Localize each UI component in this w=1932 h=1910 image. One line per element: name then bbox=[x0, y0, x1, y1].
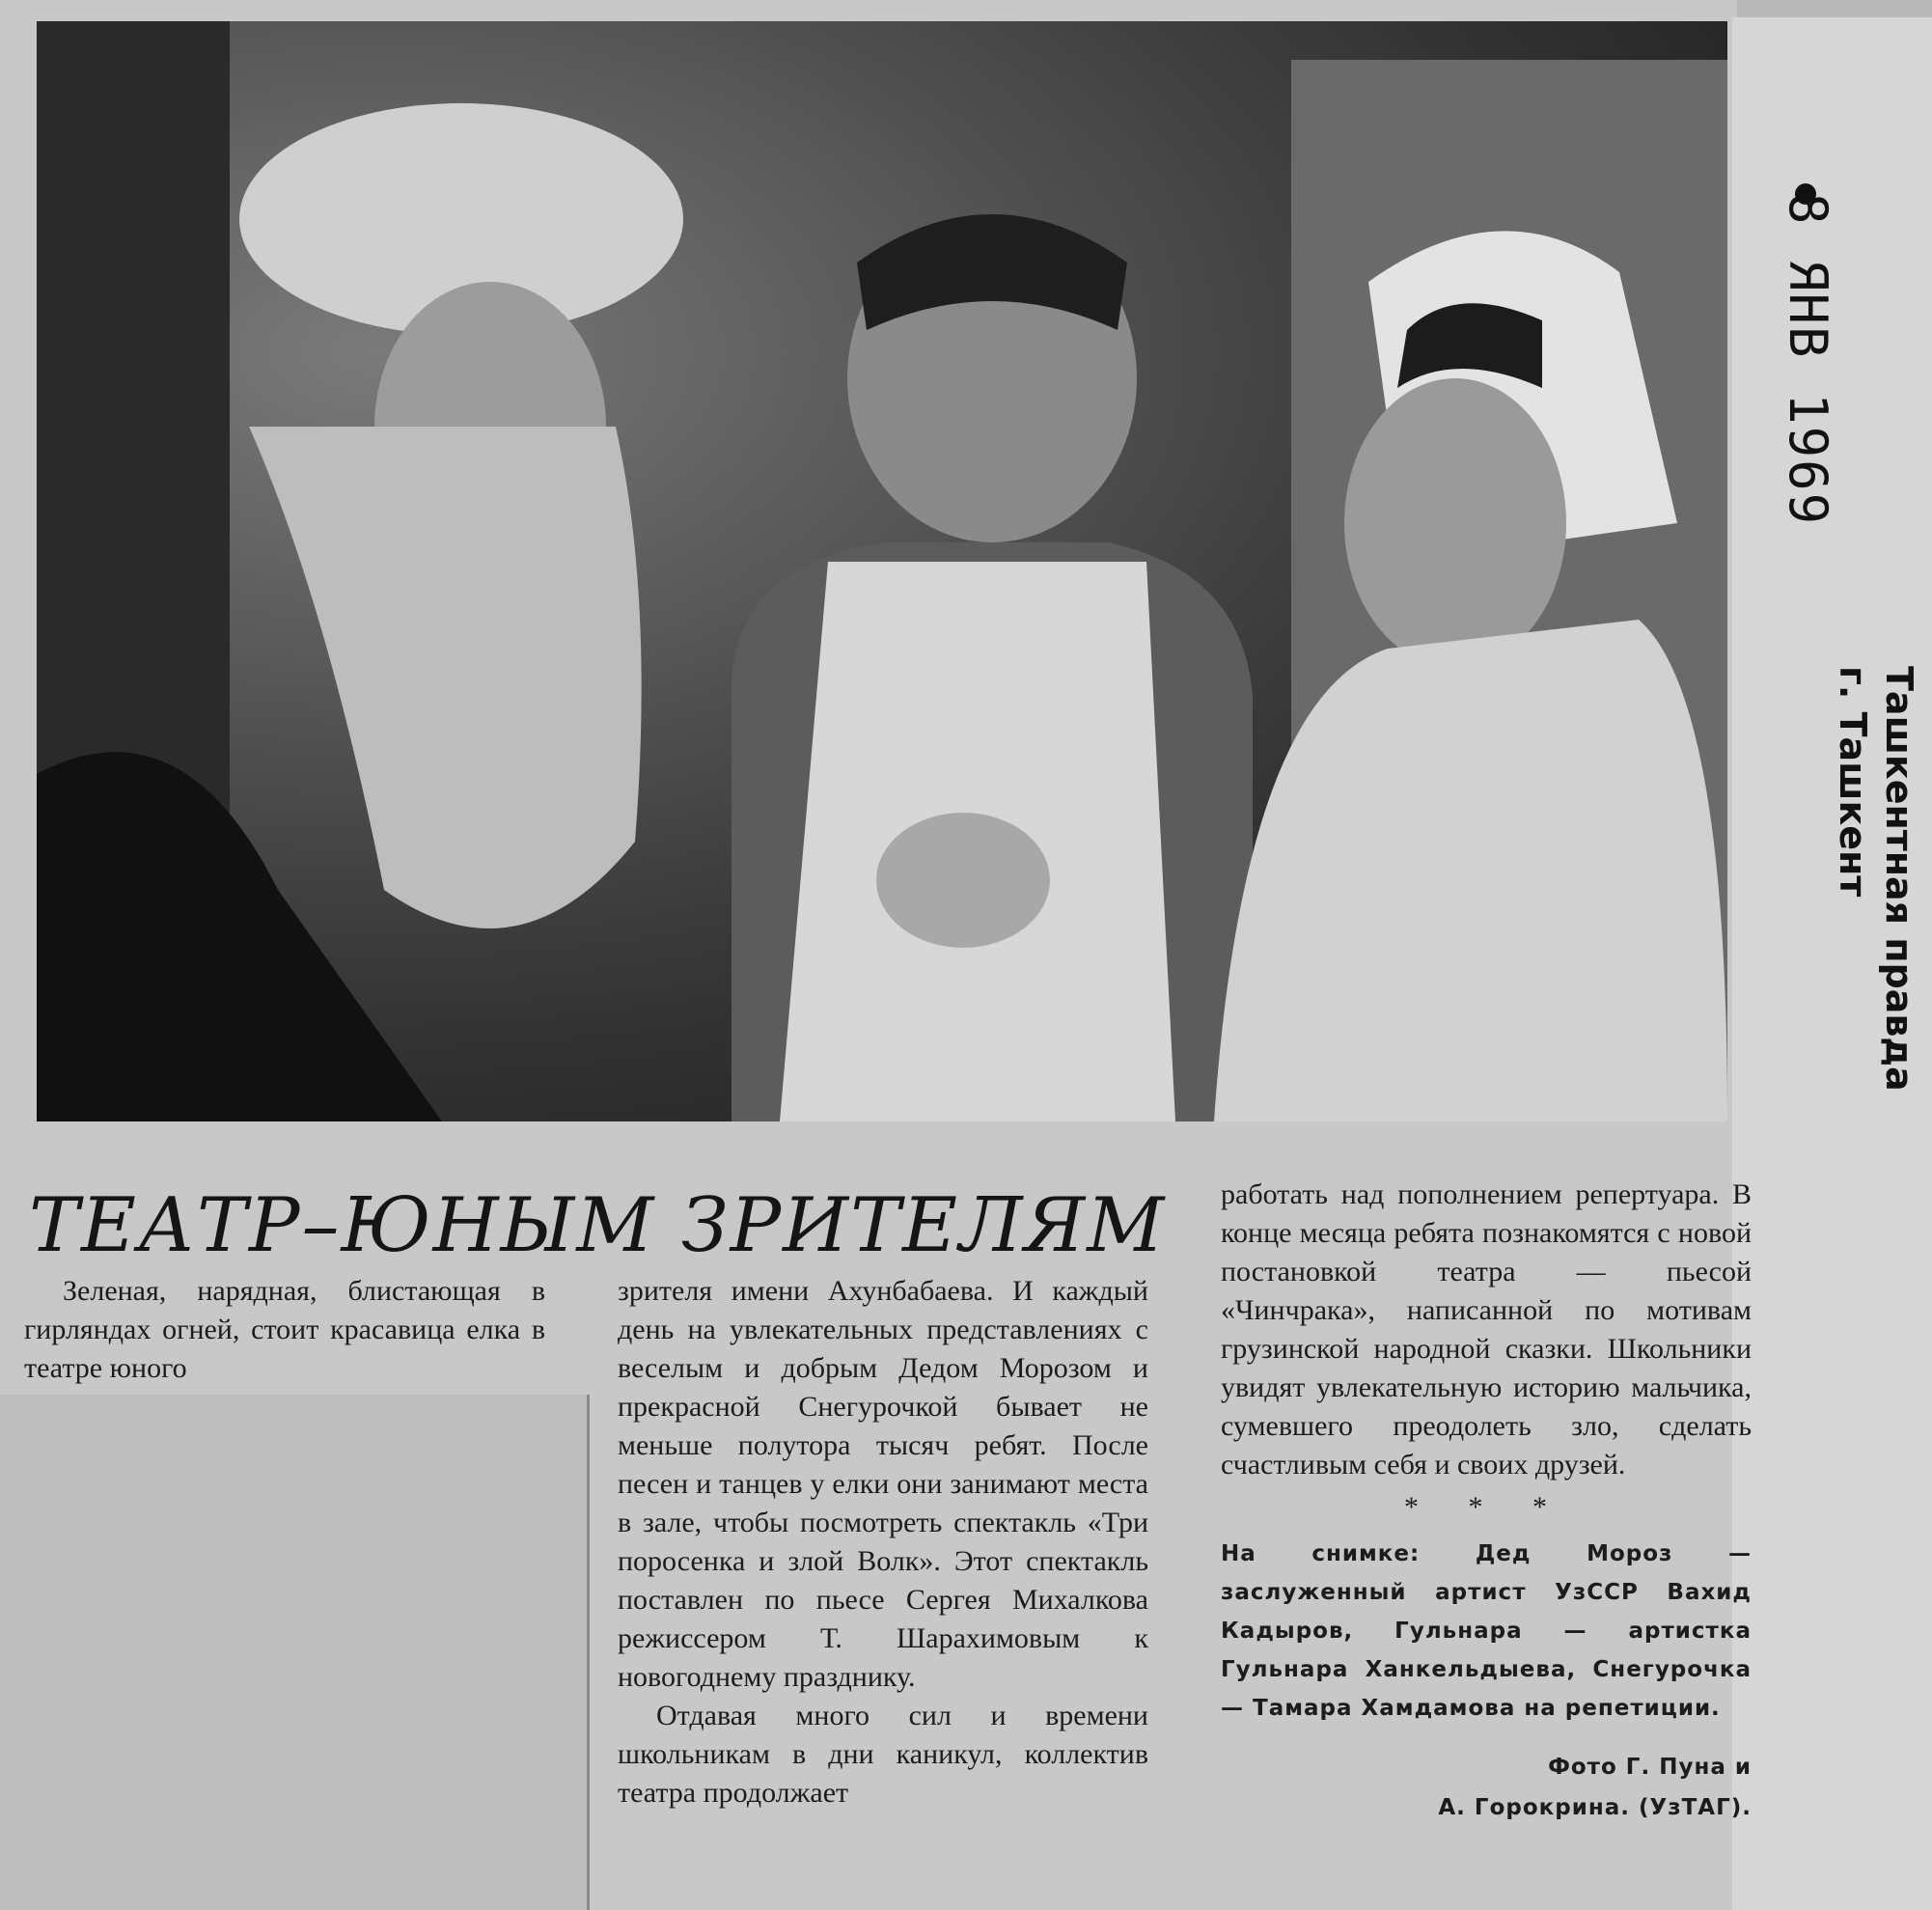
column-3-paragraph-1: работать над пополнением репертуара. В конце месяца ребята познакомятся с новой постановкой театра — пьесой «Чинчрака», написанной по мотивам грузинской народной сказки. Школьники увидят увлекательную историю мальчика, сумевшего преодолеть зло, сделать счастливым себя и своих друзей. bbox=[1221, 1178, 1752, 1481]
column-2-paragraph-2: Отдавая много сил и времени школьникам в дни каникул, коллектив театра продолжает bbox=[618, 1700, 1148, 1809]
column-1-text: Зеленая, нарядная, блистающая в гирляндах огней, стоит красавица елка в театре юного bbox=[24, 1275, 545, 1384]
santa-beard bbox=[249, 427, 642, 928]
source-newspaper: Ташкентная правда bbox=[1878, 666, 1920, 1092]
column-divider bbox=[587, 1395, 590, 1910]
article-column-2 bbox=[618, 1272, 1148, 1813]
article-column-3 bbox=[1221, 1176, 1752, 1828]
photo-caption: На снимке: Дед Мороз — заслуженный артист УзССР Вахид Кадыров, Гульнара — артистка Гульнара Ханкельдыева, Снегурочка — Тамара Хамдамова на репетиции. bbox=[1221, 1541, 1752, 1721]
snegurochka-face bbox=[1344, 378, 1566, 668]
photo-illustration bbox=[37, 21, 1727, 1121]
date-stamp: 8 ЯНВ 1969 bbox=[1778, 193, 1838, 527]
snegurochka-coat bbox=[1214, 620, 1727, 1121]
article-photo bbox=[37, 21, 1727, 1121]
photo-credit-line-1: Фото Г. Пуна и bbox=[1548, 1755, 1752, 1780]
article-headline: ТЕАТР–ЮНЫМ ЗРИТЕЛЯМ bbox=[29, 1182, 1167, 1269]
photo-credit-line-2: А. Горокрина. (УзТАГ). bbox=[1438, 1795, 1752, 1820]
child-hands bbox=[876, 813, 1050, 948]
photo-credit bbox=[1221, 1747, 1752, 1828]
clipping-backing bbox=[0, 1395, 589, 1910]
source-city: г. Ташкент bbox=[1832, 666, 1874, 898]
newspaper-source bbox=[1816, 666, 1922, 1168]
section-separator: * * * bbox=[1404, 1491, 1568, 1523]
article-column-1 bbox=[24, 1272, 545, 1388]
column-2-paragraph-1: зрителя имени Ахунбабаева. И каждый день на увлекательных представлениях с веселым и добрым Дедом Морозом и прекрасной Снегурочкой бывает не меньше полутора тысяч ребят. После песен и танцев у елки они занимают места в зале, чтобы посмотреть спектакль «Три поросенка и злой Волк». Этот спектакль поставлен по пьесе Сергея Михалкова режиссером Т. Шарахимовым к новогоднему празднику. bbox=[618, 1275, 1148, 1693]
